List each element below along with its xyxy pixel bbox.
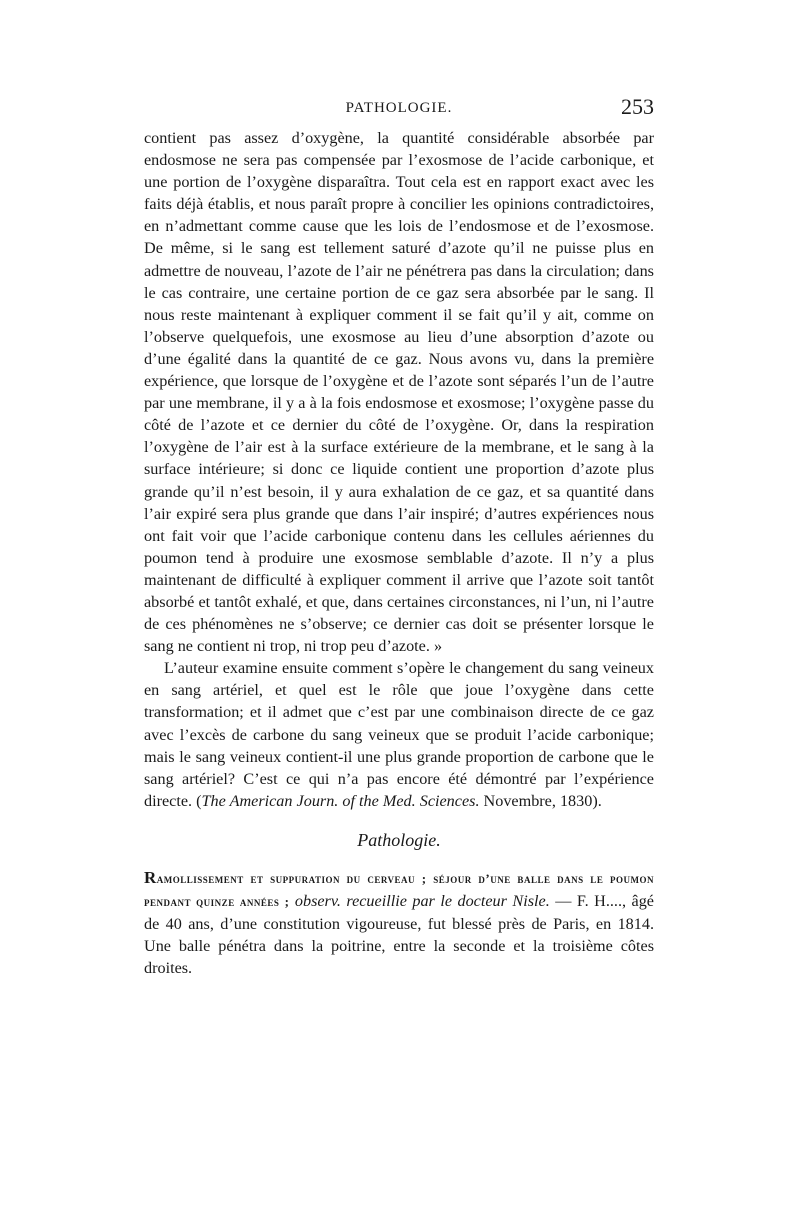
- paragraph-text: L’auteur examine ensuite comment s’opère le changement du sang veineux en sang artériel, et quel est le rôle que joue l’oxygène dans cette transformation; et il admet que c’est par une combinaison directe de ce gaz avec l’excès de carbone du sang veineux que se produit l’acide carbonique; mais le sang veineux contient-il une plus grande proportion de carbone que le sang artériel? C’est ce qui n’a pas encore été démontré par l’expérience directe. (: [144, 659, 654, 810]
- case-entry: [144, 867, 654, 979]
- page-number: 253: [621, 94, 654, 119]
- case-text: — F. H...., âgé de 40 ans, d’une constitution vigoureuse, fut blessé près de Paris, en 1814. Une balle pénétra dans la poitrine, entre la seconde et la troisième côtes droites.: [144, 892, 654, 978]
- page-body: [144, 127, 654, 979]
- section-heading: Pathologie.: [357, 829, 441, 850]
- case-observer: observ. recueillie par le docteur Nisle.: [289, 892, 550, 911]
- running-title: PATHOLOGIE.: [345, 100, 453, 116]
- citation-date: Novembre, 1830).: [479, 791, 602, 810]
- case-title-rest: amollissement et suppuration du cerveau ; séjour d’une balle dans le poumon pendant quinze années ;: [144, 871, 654, 910]
- journal-citation: The American Journ. of the Med. Sciences.: [201, 791, 480, 810]
- paragraph-continuation: contient pas assez d’oxygène, la quantité considérable absorbée par endosmose ne sera pas compensée par l’exosmose de l’acide carbonique, et une portion de l’oxygène disparaîtra. Tout cela est en rapport exact avec les faits déjà établis, et nous paraît propre à concilier les opinions contradictoires, en n’admettant comme cause que les lois de l’endosmose et de l’exosmose. De même, si le sang est tellement saturé d’azote qu’il ne puisse plus en admettre de nouveau, l’azote de l’air ne pénétrera pas dans la circulation; dans le cas contraire, une certaine portion de ce gaz sera absorbée par le sang. Il nous reste maintenant à expliquer comment il se fait qu’il y ait, comme on l’observe quelquefois, une exosmose au lieu d’une absorption d’azote ou d’une égalité dans la quantité de ce gaz. Nous avons vu, dans la première expérience, que lorsque de l’oxygène et de l’azote sont séparés l’un de l’autre par une membrane, il y a à la fois endosmose et exosmose; l’oxygène passe du côté de l’azote et ce dernier du côté de l’oxygène. Or, dans la respiration l’oxygène de l’air est à la surface extérieure de la membrane, et le sang à la surface intérieure; si donc ce liquide contient une proportion d’azote plus grande qu’il n’est besoin, il y aura exhalation de ce gaz, et sa quantité dans l’air expiré sera plus grande que dans l’air inspiré; d’autres expériences nous ont fait voir que l’acide carbonique contenu dans les cellules aériennes du poumon tend à produire une exosmose semblable d’azote. Il n’y a plus maintenant de difficulté à expliquer comment il arrive que l’azote soit tantôt absorbé et tantôt exhalé, et que, dans certaines circonstances, ni l’un, ni l’autre de ces phénomènes ne s’observe; ce dernier cas doit se présenter lorsque le sang ne contient ni trop, ni trop peu d’azote. »: [144, 129, 654, 656]
- running-head: [144, 94, 654, 124]
- case-title-initial: R: [144, 868, 157, 887]
- paragraph-author-examines: [144, 657, 654, 812]
